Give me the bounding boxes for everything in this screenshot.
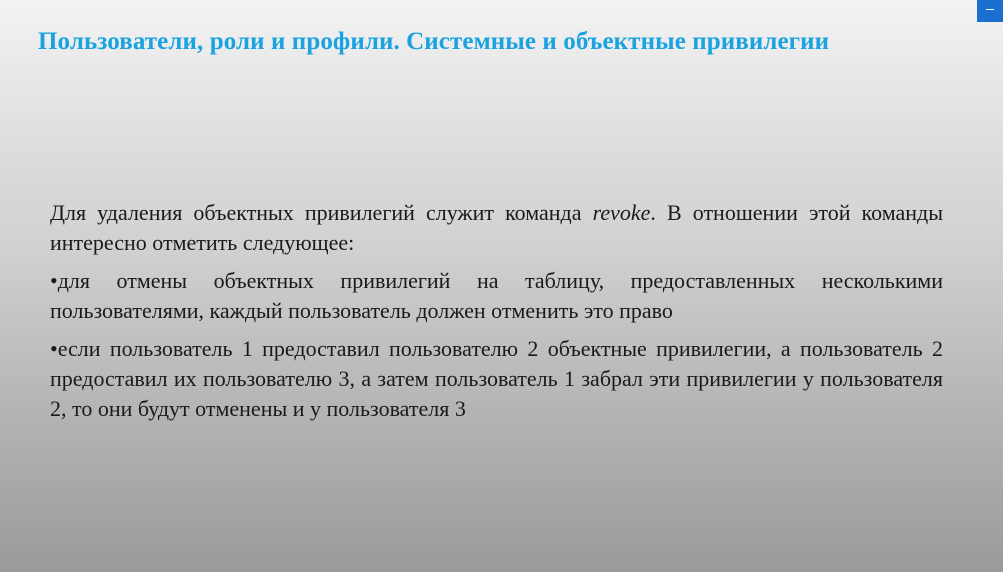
intro-text-after: . В отношении этой команды интересно отметить следующее:: [50, 200, 943, 255]
bullet-text: для отмены объектных привилегий на таблицу, предоставленных несколькими пользователями, каждый пользователь должен отменить это право: [50, 268, 943, 323]
bullet-item-2: [50, 334, 943, 424]
minimize-button[interactable]: [977, 0, 1003, 22]
minimize-icon: [986, 9, 994, 10]
bullet-icon: •: [50, 336, 58, 361]
slide-body: [50, 198, 943, 432]
bullet-item-1: [50, 266, 943, 326]
slide-title: Пользователи, роли и профили. Системные и объектные привилегии: [38, 28, 830, 55]
bullet-text: если пользователь 1 предоставил пользователю 2 объектные привилегии, а пользователь 2 предоставил их пользователю 3, а затем пользователь 1 забрал эти привилегии у пользователя 2, то они будут отменены и у пользователя 3: [50, 336, 943, 421]
command-name: revoke: [592, 200, 651, 225]
bullet-icon: •: [50, 268, 58, 293]
intro-paragraph: [50, 198, 943, 258]
intro-text-before: Для удаления объектных привилегий служит команда: [50, 200, 593, 225]
